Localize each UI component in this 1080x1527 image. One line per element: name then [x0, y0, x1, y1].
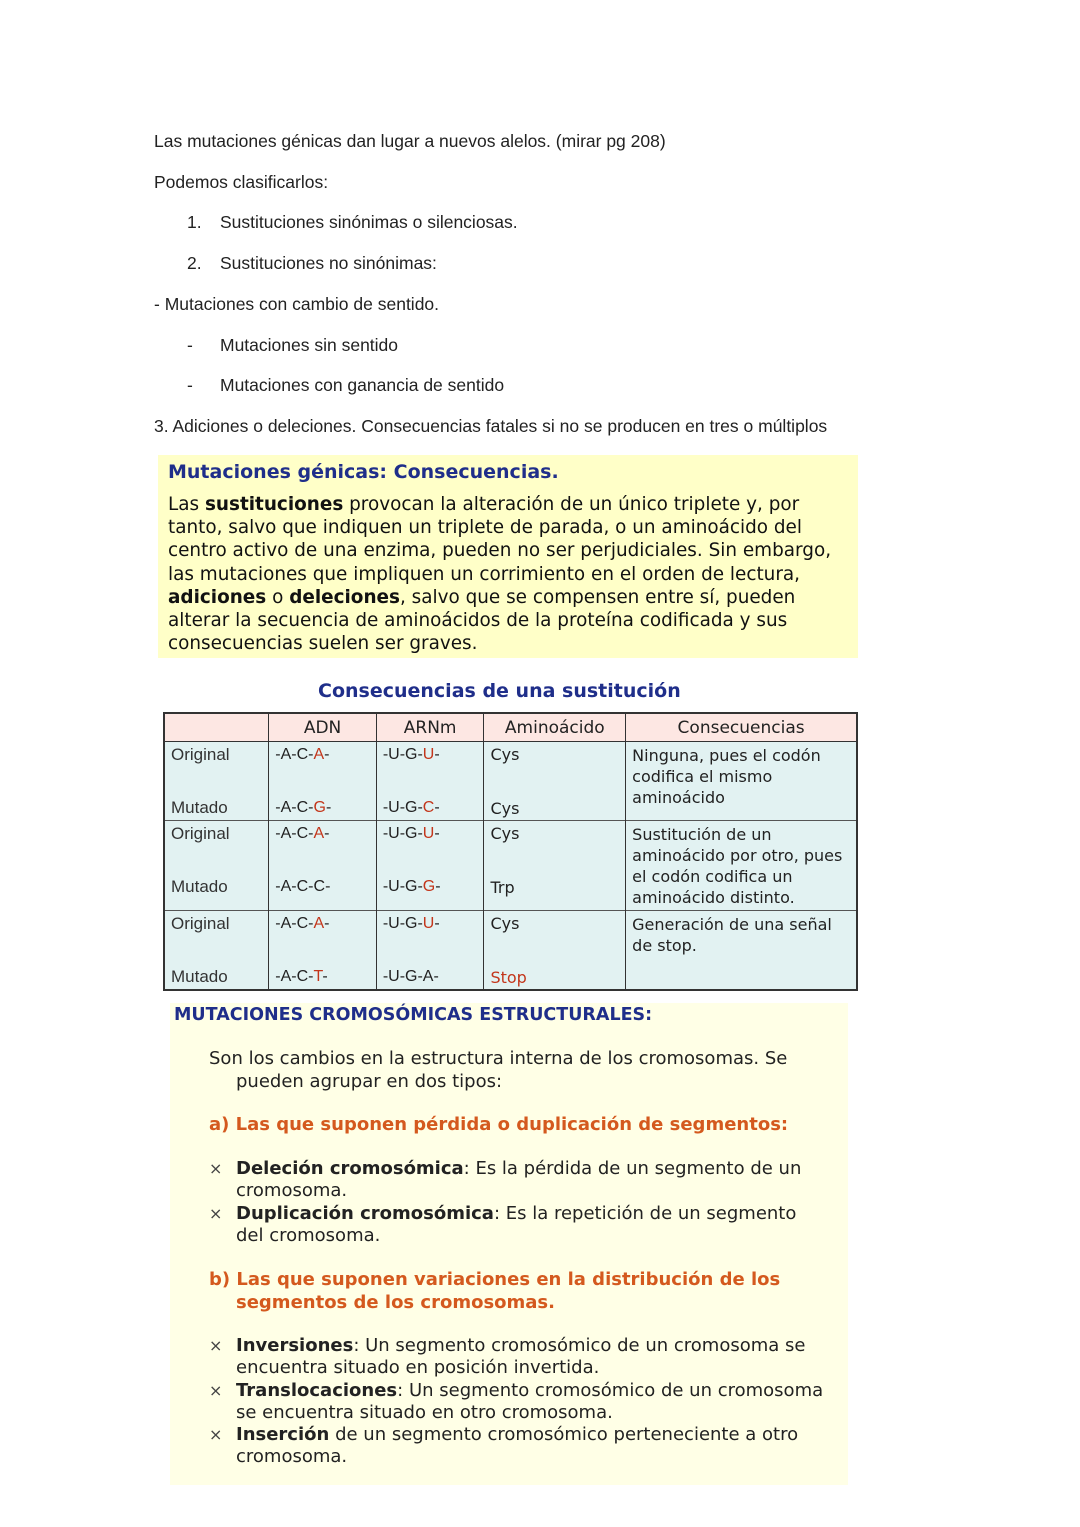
consequence-cell: Ninguna, pues el codón codifica el mismo aminoácido	[626, 742, 857, 821]
row-labels: Original Mutado	[164, 911, 269, 991]
aminoacid-cell: Cys Stop	[484, 911, 626, 991]
cross-icon: ×	[209, 1204, 223, 1223]
subheading-b: b) Las que suponen variaciones en la distribución de los segmentos de los cromosomas.	[209, 1269, 781, 1313]
cross-icon: ×	[209, 1425, 223, 1444]
dash-marker: -	[187, 375, 193, 395]
cross-icon: ×	[209, 1336, 223, 1355]
dash-marker: -	[187, 335, 193, 355]
aminoacid-cell: Cys Trp	[484, 821, 626, 911]
substitution-table	[163, 712, 858, 991]
chromosomal-mutations-box	[170, 1003, 848, 1485]
bullet-duplicacion: × Duplicación cromosómica: Es la repetición de un segmento del cromosoma.	[209, 1203, 797, 1246]
adn-cell: -A-C-A- -A-C-T-	[269, 911, 377, 991]
arnm-cell: -U-G-U- -U-G-C-	[376, 742, 484, 821]
box-title: Mutaciones génicas: Consecuencias.	[168, 461, 559, 483]
sub-item-text: Mutaciones con ganancia de sentido	[220, 375, 505, 395]
header-empty	[164, 713, 269, 742]
list-number: 2.	[187, 253, 202, 273]
cross-icon: ×	[209, 1159, 223, 1178]
intro-cambio-sentido: - Mutaciones con cambio de sentido.	[154, 294, 440, 314]
table-title: Consecuencias de una sustitución	[318, 680, 681, 702]
consequence-cell: Sustitución de un aminoácido por otro, pues el codón codifica un aminoácido distinto.	[626, 821, 857, 911]
box-title: MUTACIONES CROMOSÓMICAS ESTRUCTURALES:	[174, 1005, 653, 1025]
box-paragraph: Las sustituciones provocan la alteración de un único triplete y, por tanto, salvo que indiquen un triplete de parada, o un aminoácido del centro activo de una enzima, pueden no ser perjudiciales. Sin embargo, las mutaciones que impliquen un corrimiento en el orden de lectura, adiciones o deleciones, salvo que se compensen entre sí, pueden alterar la secuencia de aminoácidos de la proteína codificada y sus consecuencias suelen ser graves.	[168, 494, 832, 655]
bullet-insercion: × Inserción de un segmento cromosómico perteneciente a otro cromosoma.	[209, 1424, 799, 1467]
cross-icon: ×	[209, 1381, 223, 1400]
list-number: 1.	[187, 212, 202, 232]
list-item-1	[187, 212, 518, 233]
intro-line-2: Podemos clasificarlos:	[154, 172, 329, 192]
list-text: Sustituciones no sinónimas:	[220, 253, 437, 273]
subheading-a: a) Las que suponen pérdida o duplicación de segmentos:	[209, 1114, 789, 1135]
intro-item-3: 3. Adiciones o deleciones. Consecuencias fatales si no se producen en tres o múltiplos	[154, 416, 828, 436]
stop-label: Stop	[490, 968, 527, 987]
aminoacid-cell: Cys Cys	[484, 742, 626, 821]
header-consecuencias: Consecuencias	[626, 713, 857, 742]
table-row	[164, 742, 857, 821]
adn-cell: -A-C-A- -A-C-G-	[269, 742, 377, 821]
bullet-delecion: × Deleción cromosómica: Es la pérdida de un segmento de un cromosoma.	[209, 1158, 802, 1201]
header-arnm: ARNm	[376, 713, 484, 742]
table-row	[164, 821, 857, 911]
header-aminoacido: Aminoácido	[484, 713, 626, 742]
table-row	[164, 911, 857, 991]
sub-item-text: Mutaciones sin sentido	[220, 335, 399, 355]
arnm-cell: -U-G-U- -U-G-A-	[376, 911, 484, 991]
arnm-cell: -U-G-U- -U-G-G-	[376, 821, 484, 911]
bullet-translocaciones: × Translocaciones: Un segmento cromosómico de un cromosoma se encuentra situado en otro cromosoma.	[209, 1380, 824, 1423]
table-header-row	[164, 713, 857, 742]
sub-item-2	[187, 375, 504, 396]
row-labels: Original Mutado	[164, 742, 269, 821]
consequences-box	[158, 455, 858, 658]
adn-cell: -A-C-A- -A-C-C-	[269, 821, 377, 911]
row-labels: Original Mutado	[164, 821, 269, 911]
bullet-inversiones: × Inversiones: Un segmento cromosómico de un cromosoma se encuentra situado en posición invertida.	[209, 1335, 806, 1378]
sub-item-1	[187, 335, 398, 356]
list-item-2	[187, 253, 437, 274]
header-adn: ADN	[269, 713, 377, 742]
consequence-cell: Generación de una señal de stop.	[626, 911, 857, 991]
list-text: Sustituciones sinónimas o silenciosas.	[220, 212, 518, 232]
box-intro: Son los cambios en la estructura interna de los cromosomas. Se pueden agrupar en dos tipos:	[209, 1048, 788, 1092]
intro-line-1: Las mutaciones génicas dan lugar a nuevos alelos. (mirar pg 208)	[154, 131, 666, 151]
